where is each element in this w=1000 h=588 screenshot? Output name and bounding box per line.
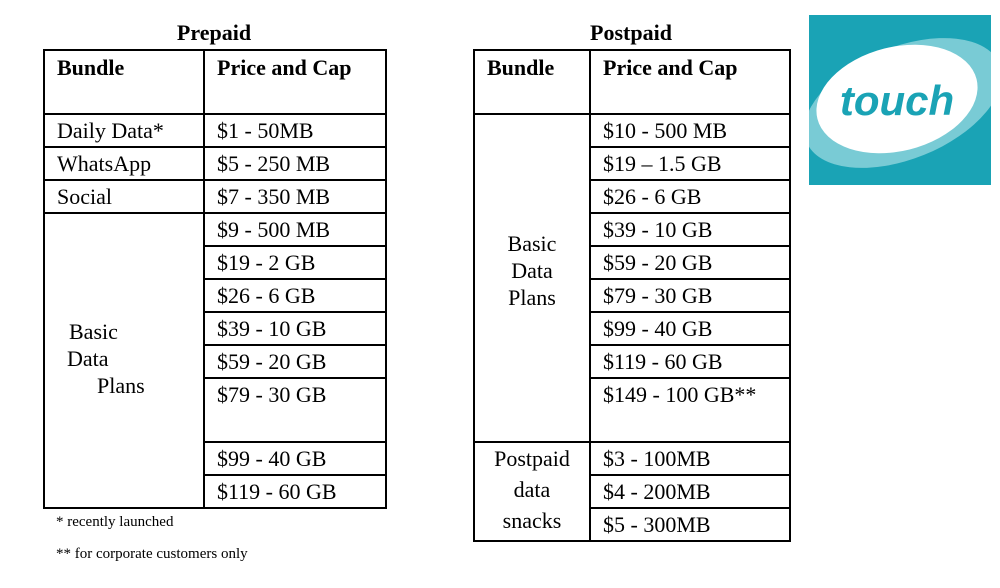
touch-logo	[809, 15, 991, 185]
price-cell: $59 - 20 GB	[204, 345, 386, 378]
price-cell: $99 - 40 GB	[590, 312, 790, 345]
label-line: Data	[511, 258, 553, 283]
price-cell: $1 - 50MB	[204, 114, 386, 147]
logo-wordmark: touch	[839, 77, 955, 124]
label-line: snacks	[502, 508, 562, 533]
table-row	[44, 147, 386, 180]
price-cell: $39 - 10 GB	[204, 312, 386, 345]
price-cell: $26 - 6 GB	[590, 180, 790, 213]
price-cell: $119 - 60 GB	[590, 345, 790, 378]
table-row	[474, 114, 790, 147]
footnote-recently-launched: * recently launched	[56, 514, 174, 530]
price-cell: $5 - 250 MB	[204, 147, 386, 180]
price-cell: $26 - 6 GB	[204, 279, 386, 312]
price-cell: $9 - 500 MB	[204, 213, 386, 246]
bundle-cell: Daily Data*	[44, 114, 204, 147]
footnote-corporate: ** for corporate customers only	[56, 546, 248, 562]
price-cell: $99 - 40 GB	[204, 442, 386, 475]
prepaid-price-header: Price and Cap	[204, 50, 386, 114]
table-row	[474, 442, 790, 475]
bundle-cell: WhatsApp	[44, 147, 204, 180]
price-cell: $79 - 30 GB	[204, 378, 386, 442]
postpaid-title: Postpaid	[590, 20, 672, 45]
prepaid-bundle-header: Bundle	[44, 50, 204, 114]
price-cell: $4 - 200MB	[590, 475, 790, 508]
label-line: data	[513, 477, 551, 502]
prepaid-table	[43, 49, 387, 509]
label-line: Basic	[507, 231, 557, 256]
price-cell: $59 - 20 GB	[590, 246, 790, 279]
label-line: Plans	[508, 285, 556, 310]
table-row	[44, 180, 386, 213]
label-line: Data	[67, 346, 109, 371]
price-cell: $10 - 500 MB	[590, 114, 790, 147]
price-cell: $39 - 10 GB	[590, 213, 790, 246]
price-cell: $149 - 100 GB**	[590, 378, 790, 442]
price-cell: $19 – 1.5 GB	[590, 147, 790, 180]
label-line: Basic	[69, 319, 118, 344]
price-cell: $19 - 2 GB	[204, 246, 386, 279]
price-cell: $7 - 350 MB	[204, 180, 386, 213]
prepaid-basic-label	[44, 213, 204, 508]
table-row	[44, 213, 386, 246]
touch-logo-graphic	[809, 15, 991, 185]
price-cell: $3 - 100MB	[590, 442, 790, 475]
price-cell: $119 - 60 GB	[204, 475, 386, 508]
bundle-cell: Social	[44, 180, 204, 213]
table-row	[44, 114, 386, 147]
postpaid-bundle-header: Bundle	[474, 50, 590, 114]
postpaid-snacks-label	[474, 442, 590, 541]
price-cell: $5 - 300MB	[590, 508, 790, 541]
postpaid-basic-label	[474, 114, 590, 442]
postpaid-table	[473, 49, 791, 542]
postpaid-price-header: Price and Cap	[590, 50, 790, 114]
label-line: Postpaid	[494, 446, 570, 471]
label-line: Plans	[97, 373, 145, 398]
price-cell: $79 - 30 GB	[590, 279, 790, 312]
prepaid-title: Prepaid	[176, 20, 252, 45]
